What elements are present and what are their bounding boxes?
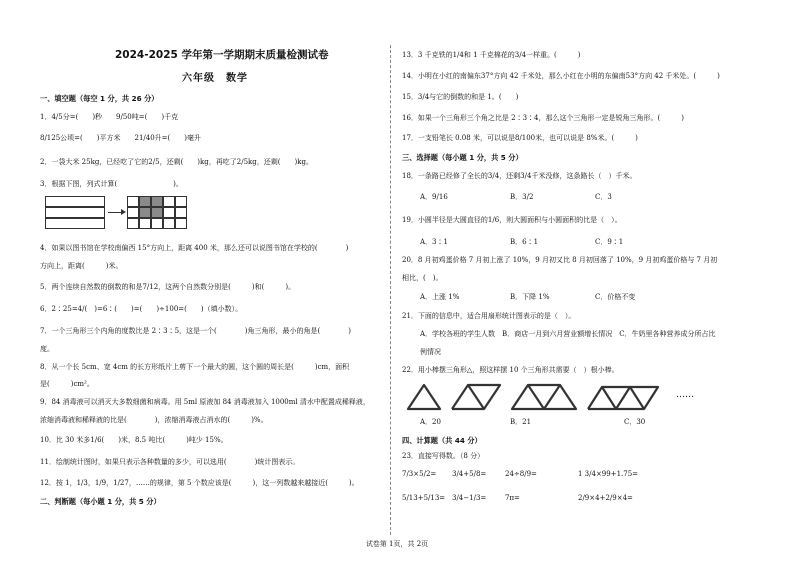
- q3-grid-cell: [151, 218, 163, 229]
- arrow-icon: [108, 212, 122, 213]
- question-3: 3．根据下图，列式计算( )。: [40, 180, 183, 188]
- q22-triangles-figure: [402, 381, 662, 413]
- q19-option-a: A．3∶1: [420, 238, 448, 246]
- question-20a: 20．8 月初鸡蛋价格 7 月初上涨了 10%，9 月初又比 8 月初回落了 10%，9 月初鸡蛋价格与 7 月初: [402, 256, 718, 264]
- q18-option-c: C．3: [595, 193, 612, 201]
- question-17: 17．一支铅笔长 0.08 米，可以说是8/100米，也可以说是 8%米。( ): [402, 134, 638, 142]
- q20-option-b: B．下降 1%: [510, 293, 550, 301]
- question-20b: 相比，( )。: [402, 274, 443, 282]
- q3-grid-cell: [151, 196, 163, 207]
- question-8a: 8．从一个长 5cm、宽 4cm 的长方形纸片上剪下一个最大的圆，这个圆的周长是( )cm，面积: [40, 363, 350, 371]
- calc-item: 1 3/4×99+1.75=: [578, 470, 639, 478]
- question-8b: 是( )cm²。: [40, 380, 94, 388]
- section-multiple-choice: 三、选择题（每小题 1 分，共 5 分）: [402, 153, 523, 162]
- q22-option-b: B．21: [510, 418, 532, 426]
- exam-subtitle: 六年级 数学: [182, 73, 248, 84]
- q3-grid-cell: [151, 207, 163, 218]
- question-7b: 度。: [40, 345, 54, 353]
- calc-item: 5/13+5/13=: [402, 494, 446, 502]
- q3-grid-cell: [163, 207, 175, 218]
- q20-option-a: A．上涨 1%: [420, 293, 460, 301]
- q21-options: A．学校各班的学生人数 B．商店一月到六月营业额增长情况 C．牛奶里各种营养成分所占比: [420, 330, 716, 338]
- q3-grid-cell: [163, 196, 175, 207]
- q22-ellipsis: ……: [676, 390, 694, 400]
- q3-grid-cell: [139, 207, 151, 218]
- q21-options-cont: 例情况: [420, 348, 441, 356]
- question-2: 2．一袋大米 25kg，已经吃了它的2/5，还剩( )kg，再吃了2/5kg，还剩( )kg。: [40, 158, 313, 166]
- section-calculation: 四、计算题（共 44 分）: [402, 436, 482, 445]
- section-true-false: 二、判断题（每小题 1 分，共 5 分）: [40, 497, 161, 506]
- question-13: 13．3 千克铁的1/4和 1 千克棉花的3/4一样重。( ): [402, 51, 581, 59]
- q19-option-b: B．6∶1: [510, 238, 539, 246]
- section-fill-in: 一、填空题（每空 1 分，共 26 分）: [40, 94, 159, 103]
- column-divider: [390, 45, 391, 535]
- q19-option-c: C．9∶1: [595, 238, 624, 246]
- q3-grid-cell: [163, 218, 175, 229]
- question-9a: 9．84 消毒液可以消灭大多数细菌和病毒。用 5ml 原液加 84 消毒液加入 1000ml 清水中配置成稀释液，: [40, 398, 370, 406]
- q3-grid-cell: [127, 196, 139, 207]
- question-1a: 1．4/5分=( )秒 9/50吨=( )千克: [40, 113, 179, 121]
- q3-grid-cell: [175, 218, 187, 229]
- question-22: 22．用小棒摆三角形△，照这样摆 10 个三角形共需要（ ）根小棒。: [402, 366, 619, 374]
- q3-grid-cell: [139, 218, 151, 229]
- question-12: 12．按 1，1/3，1/9，1/27，……的规律，第 5 个数应该是( )，这一列数越来越接近( )。: [40, 479, 359, 487]
- question-21: 21．下面的信息中，适合用扇形统计图表示的是（ ）。: [402, 312, 576, 320]
- calc-item: 24÷8/9=: [505, 470, 537, 478]
- question-6: 6．2∶25=4/( )=6∶( )=( )÷100=( )（填小数）。: [40, 305, 243, 313]
- q18-option-b: B．3/2: [510, 193, 534, 201]
- question-16: 16．如果一个三角形三个角之比是 2∶3∶4，那么这个三角形一定是锐角三角形。( ): [402, 114, 684, 122]
- q20-option-c: C．价格不变: [595, 293, 636, 301]
- calc-item: 3/4−1/3=: [452, 494, 487, 502]
- calc-item: 2/9×4+2/9×4=: [578, 494, 633, 502]
- question-1b: 8/125公顷=( )平方米 21/40升=( )毫升: [40, 134, 201, 142]
- page-footer: 试卷第 1页，共 2页: [365, 540, 429, 548]
- question-4a: 4．如果以图书馆在学校南偏西 15°方向上，距离 400 米，那么还可以说图书馆在学校的( ): [40, 244, 349, 252]
- question-11: 11．绘制统计图时，如果只表示各种数量的多少，可以选用( )统计图表示。: [40, 458, 300, 466]
- q22-option-a: A．20: [420, 418, 441, 426]
- q3-grid-cell: [127, 218, 139, 229]
- calc-item: 7π=: [505, 494, 520, 502]
- q3-grid-cell: [175, 196, 187, 207]
- calc-item: 3/4+5/8=: [452, 470, 487, 478]
- question-5: 5．两个连续自然数的倒数的和是7/12，这两个自然数分别是( )和( )。: [40, 283, 296, 291]
- calc-item: 7/3×5/2=: [402, 470, 437, 478]
- q3-grid-cell: [175, 207, 187, 218]
- question-15: 15．3/4与它的倒数的和是 1。( ): [402, 93, 519, 101]
- question-19: 19．小圆半径是大圆直径的1/6，则大圆面积与小圆面积的比是（ ）。: [402, 216, 622, 224]
- q18-option-a: A．9/16: [420, 193, 448, 201]
- exam-title: 2024-2025 学年第一学期期末质量检测试卷: [115, 49, 329, 61]
- question-23: 23．直接写得数。（8 分）: [402, 452, 485, 460]
- question-14: 14．小明在小红的南偏东37°方向 42 千米处，那么小红在小明的东偏南53°方向 42 千米处。( ): [402, 72, 720, 80]
- question-4b: 方向上，距离( )米。: [40, 262, 123, 270]
- question-7a: 7．一个三角形三个内角的度数比是 2∶3∶5，这是一个( )角三角形，最小的角是( ): [40, 327, 351, 335]
- question-18: 18．一条路已经修了全长的3/4，还剩3/4千米没修，这条路长（ ）千米。: [402, 172, 637, 180]
- question-10: 10．比 30 米多1/6( )米，8.5 吨比( )吨少 15%。: [40, 436, 228, 444]
- q3-grid-cell: [139, 196, 151, 207]
- q22-option-c: C．30: [624, 418, 646, 426]
- question-9b: 浓缩消毒液和稀释液的比是( )，浓缩消毒液占消水的( )%。: [40, 416, 268, 424]
- q3-grid-cell: [127, 207, 139, 218]
